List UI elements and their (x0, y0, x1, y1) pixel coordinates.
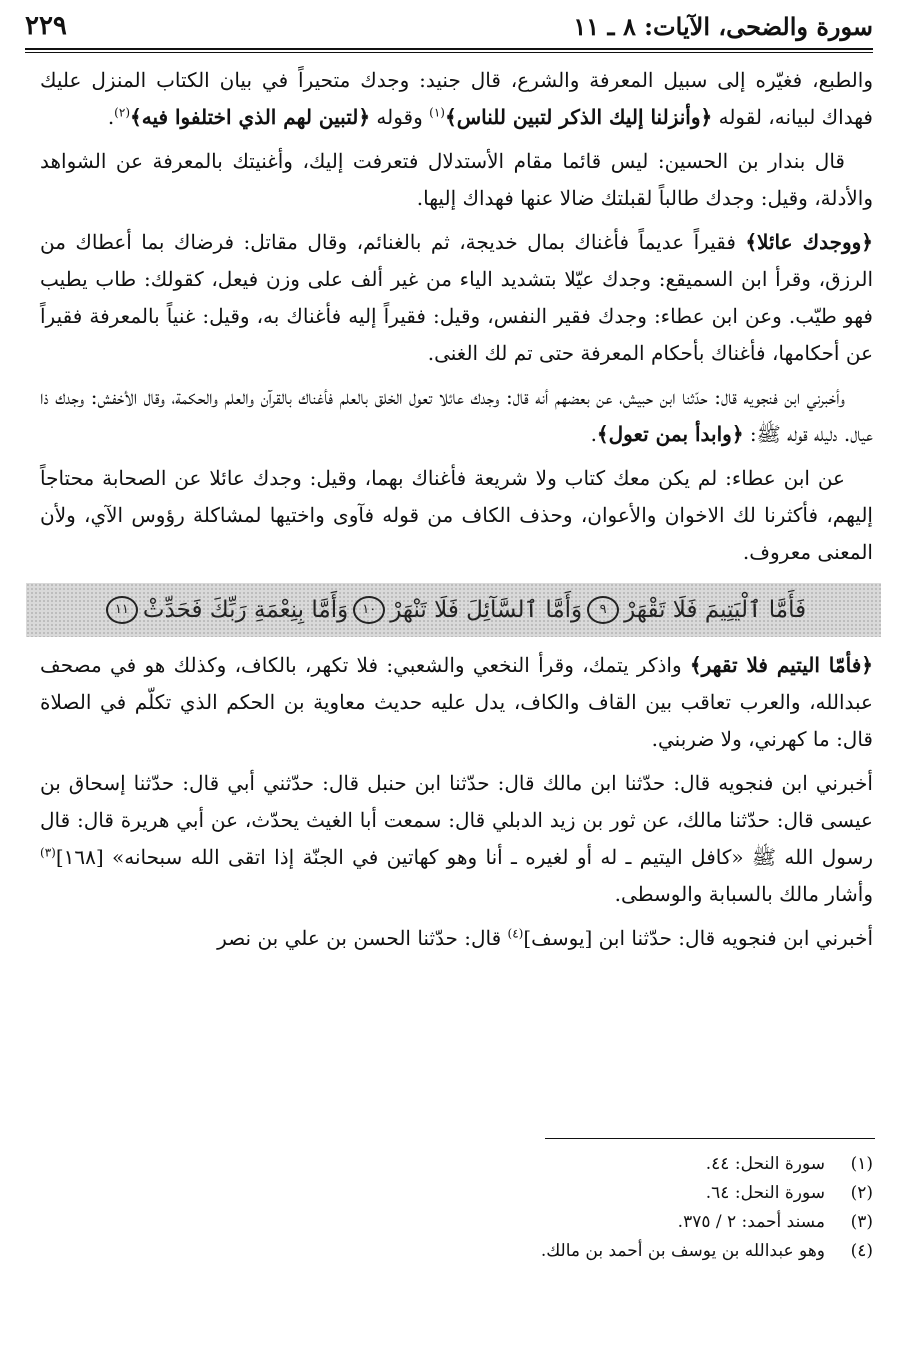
verse-11-text: وَأَمَّا بِنِعْمَةِ رَبِّكَ فَحَدِّثْ (142, 596, 349, 623)
ayah-number-11: ١١ (106, 596, 138, 624)
text-run: وأخبرني ابن فنجويه قال: حدّثنا ابن حبيش، عن بعضهم أنه قال: وجدك عائلا تعول الخلق بالعلم فأغناك بالقرآن والعلم والحكمة، وقال الأخفش: وجدك ذا عيال. دليله قوله ﷺ: (40, 385, 873, 446)
footnote-number: (١) (850, 1154, 873, 1174)
footnote-separator (545, 1138, 875, 1139)
footnote (40, 1179, 873, 1208)
quran-quote: ﴿وابدأ بمن تعول﴾ (596, 422, 744, 446)
text-run: . (590, 422, 597, 446)
paragraph-1 (40, 62, 873, 136)
paragraph-8 (40, 920, 873, 957)
footnote-number: (٤) (850, 1241, 873, 1261)
ayah-number-10: ١٠ (353, 596, 385, 624)
quran-quote: ﴿لتبين لهم الذي اختلفوا فيه﴾ (130, 105, 371, 129)
verse-10-text: وَأَمَّا ٱلسَّآئِلَ فَلَا تَنْهَرْ (390, 596, 583, 623)
footnote-text: سورة النحل: ٤٤. (705, 1154, 825, 1174)
footnote (40, 1208, 873, 1237)
footnote (40, 1237, 873, 1266)
paragraph-2: قال بندار بن الحسين: ليس قائما مقام الأستدلال فتعرفت إليك، وأغنيتك بالمعرفة عن الشواهد والأدلة، وقيل: وجدك طالباً لقبلتك ضالا عنها فهداك إليها. (40, 149, 873, 210)
paragraph-3 (40, 224, 873, 372)
text-run: فقيراً عديماً فأغناك بمال خديجة، ثم بالغنائم، وقال مقاتل: فرضاك بما أعطاك من الرزق، وقرأ ابن السميقع: وجدك عيّلا بتشديد الياء من غير ألف على وزن فيعل، كقولك: طاب يطيب فهو طيّب. وعن ابن عطاء: وجدك فقير النفس، وقيل: فقيراً إليه فأغناك به، وقيل: غنياً بالمعرفة فقيراً عن أحكامها، فأغناك بأحكام المعرفة حتى تم لك الغنى. (40, 230, 873, 365)
text-run: واذكر يتمك، وقرأ النخعي والشعبي: فلا تكهر، بالكاف، وكذلك هو في مصحف عبدالله، والعرب تعاقب بين القاف والكاف، يدل عليه حديث معاوية بن الحكم الذي تكلّم في الصلاة قال: ما كهرني، ولا ضربني. (40, 653, 873, 751)
running-title: سورة والضحى، الآيات: ٨ ـ ١١ (573, 11, 873, 41)
header-rule-thin (25, 52, 873, 53)
text-run: وأشار مالك بالسبابة والوسطى. (614, 882, 873, 906)
paragraph-4 (40, 379, 873, 453)
footnote-number: (٢) (850, 1183, 873, 1203)
paragraph-7 (40, 765, 873, 913)
page-number: ٢٢٩ (25, 11, 67, 41)
footnote-text: مسند أحمد: ٢ / ٣٧٥. (677, 1212, 825, 1232)
footnote-text: سورة النحل: ٦٤. (705, 1183, 825, 1203)
footnote (40, 1150, 873, 1179)
text-run: وقوله (370, 105, 430, 129)
quran-quote: ﴿وأنزلنا إليك الذكر لتبين للناس﴾ (444, 105, 713, 129)
verse-9-text: فَأَمَّا ٱلْيَتِيمَ فَلَا تَقْهَرْ (624, 596, 807, 623)
header-rule (25, 48, 873, 50)
footnote-number: (٣) (850, 1212, 873, 1232)
quran-verse-band (26, 583, 881, 637)
footnote-ref-4: (٤) (507, 926, 524, 941)
body-text (40, 62, 873, 964)
quran-quote: ﴿فأمّا اليتيم فلا تقهر﴾ (689, 653, 873, 677)
paragraph-5: عن ابن عطاء: لم يكن معك كتاب ولا شريعة فأغناك بهما، وقيل: وجدك عائلا عن الصحابة محتاجاً إليهم، فأكثرنا لك الاخوان والأعوان، وحذف الكاف من قوله فآوى واختيها لمشاكلة رؤوس الآي، ولأن المعنى معروف. (40, 466, 873, 564)
text-run: أخبرني ابن فنجويه قال: حدّثنا ابن مالك قال: حدّثنا ابن حنبل قال: حدّثني أبي قال: حدّثنا إسحاق بن عيسى قال: حدّثنا مالك، عن ثور بن زيد الدبلي قال: سمعت أبا الغيث يحدّث، عن أبي هريرة قال: قال رسول الله ﷺ «كافل اليتيم ـ له أو لغيره ـ أنا وهو كهاتين في الجنّة إذا اتقى الله سبحانه» [١٦٨] (40, 771, 873, 869)
paragraph-6 (40, 647, 873, 758)
text-run: والطبع، فغيّره إلى سبيل المعرفة والشرع، قال جنيد: وجدك متحيراً في بيان الكتاب المنزل عليك فهداك لبيانه، لقوله (40, 68, 873, 129)
text-run: . (107, 105, 115, 129)
ayah-number-9: ٩ (587, 596, 619, 624)
footnotes (40, 1150, 873, 1266)
footnote-text: وهو عبدالله بن يوسف بن أحمد بن مالك. (540, 1241, 825, 1261)
quran-quote: ﴿ووجدك عائلا﴾ (745, 230, 873, 254)
footnote-ref-2: (٢) (114, 105, 130, 120)
footnote-ref-1: (١) (429, 105, 445, 120)
text-run: قال: حدّثنا الحسن بن علي بن نصر (217, 926, 508, 950)
footnote-ref-3: (٣) (40, 845, 56, 860)
text-run: أخبرني ابن فنجويه قال: حدّثنا ابن [يوسف] (523, 926, 873, 950)
page-header (25, 6, 873, 46)
